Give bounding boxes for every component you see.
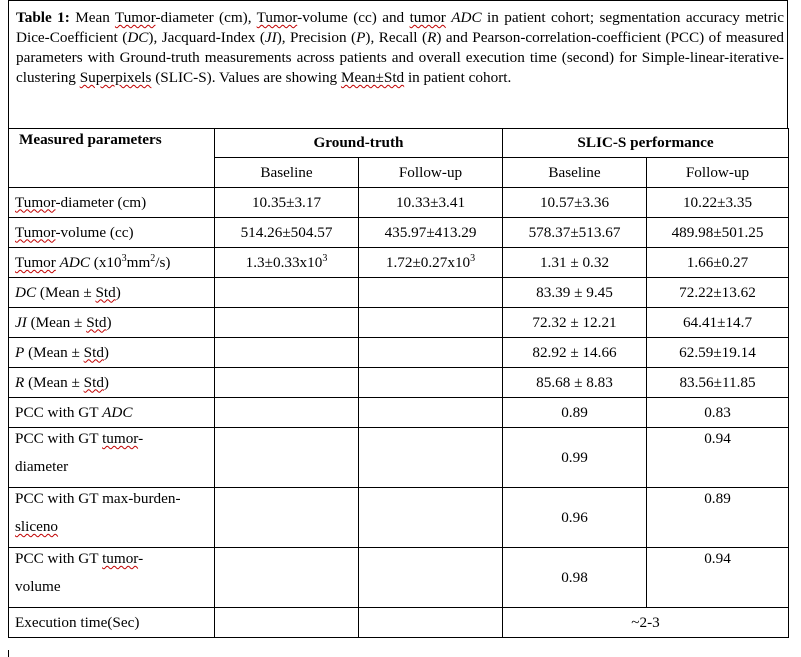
cell bbox=[359, 308, 503, 338]
cell: 72.32 ± 12.21 bbox=[503, 308, 647, 338]
cell: ~2-3 bbox=[503, 608, 789, 638]
cell bbox=[215, 398, 359, 428]
cell: 10.33±3.41 bbox=[359, 188, 503, 218]
caption-text: ) and Pearson-correlation-coefficient (PCC) of measured parameters with Ground-truth measurements across patients and overall execution time (second) for Simple-linear-iterative-clustering bbox=[16, 29, 785, 86]
caption-text: R bbox=[427, 29, 437, 46]
cell bbox=[215, 368, 359, 398]
caption-text: in patient cohort. bbox=[404, 69, 512, 86]
cell bbox=[215, 338, 359, 368]
cell: 72.22±13.62 bbox=[647, 278, 789, 308]
cell: 514.26±504.57 bbox=[215, 218, 359, 248]
table-row bbox=[9, 488, 789, 548]
table-row bbox=[9, 428, 789, 488]
caption-label: Table 1: bbox=[16, 9, 70, 26]
col-group-ground-truth: Ground-truth bbox=[215, 129, 503, 158]
subheader-slic-followup: Follow-up bbox=[647, 158, 789, 188]
table-header-row bbox=[9, 129, 789, 158]
cell: 0.89 bbox=[503, 398, 647, 428]
row-label: DC (Mean ± Std) bbox=[9, 278, 215, 308]
row-label: PCC with GT ADC bbox=[9, 398, 215, 428]
cell: 83.39 ± 9.45 bbox=[503, 278, 647, 308]
table-row bbox=[9, 278, 789, 308]
caption-text: tumor bbox=[409, 9, 446, 26]
text-cursor bbox=[8, 650, 9, 657]
caption-text: ), Jacquard-Index ( bbox=[148, 29, 265, 46]
row-label: R (Mean ± Std) bbox=[9, 368, 215, 398]
col-group-slic-s: SLIC-S performance bbox=[503, 129, 789, 158]
cell: 10.57±3.36 bbox=[503, 188, 647, 218]
cell bbox=[359, 608, 503, 638]
cell: 64.41±14.7 bbox=[647, 308, 789, 338]
subheader-slic-baseline: Baseline bbox=[503, 158, 647, 188]
caption-text: ), Recall ( bbox=[365, 29, 428, 46]
table-row bbox=[9, 218, 789, 248]
cell: 435.97±413.29 bbox=[359, 218, 503, 248]
caption-text: in patient cohort; segmentation accuracy metric Dice-Coefficient ( bbox=[16, 9, 785, 46]
cell bbox=[359, 278, 503, 308]
table-row bbox=[9, 308, 789, 338]
cell: 0.99 bbox=[503, 428, 647, 488]
cell: 85.68 ± 8.83 bbox=[503, 368, 647, 398]
caption-text: (SLIC-S). Values are showing bbox=[151, 69, 341, 86]
cell bbox=[215, 488, 359, 548]
cell: $1.3\pm 0.33x10^3$ bbox=[215, 248, 359, 278]
caption-text: Mean±Std bbox=[340, 69, 405, 86]
row-label: JI (Mean ± Std) bbox=[9, 308, 215, 338]
cell: 82.92 ± 14.66 bbox=[503, 338, 647, 368]
caption-text: Superpixels bbox=[79, 69, 152, 86]
table-row bbox=[9, 248, 789, 278]
results-table bbox=[8, 128, 789, 638]
row-label: Tumor-diameter (cm) bbox=[9, 188, 215, 218]
cell bbox=[215, 278, 359, 308]
cell bbox=[215, 548, 359, 608]
cell bbox=[359, 398, 503, 428]
cell: $1.72\pm 0.27x10^3$ bbox=[359, 248, 503, 278]
subheader-gt-baseline: Baseline bbox=[215, 158, 359, 188]
cell: 1.66±0.27 bbox=[647, 248, 789, 278]
table-row bbox=[9, 338, 789, 368]
table-row bbox=[9, 398, 789, 428]
caption-text: ADC bbox=[451, 9, 482, 26]
row-label: PCC with GT max-burden- sliceno bbox=[9, 488, 215, 548]
cell: 1.31 ± 0.32 bbox=[503, 248, 647, 278]
table-row bbox=[9, 368, 789, 398]
cell: 10.22±3.35 bbox=[647, 188, 789, 218]
row-label: Tumor-volume (cc) bbox=[9, 218, 215, 248]
cell: 83.56±11.85 bbox=[647, 368, 789, 398]
caption-text: DC bbox=[127, 29, 149, 46]
subheader-gt-followup: Follow-up bbox=[359, 158, 503, 188]
cell bbox=[359, 548, 503, 608]
row-label: P (Mean ± Std) bbox=[9, 338, 215, 368]
cell: 62.59±19.14 bbox=[647, 338, 789, 368]
table-caption bbox=[16, 8, 784, 88]
cell bbox=[359, 488, 503, 548]
cell bbox=[359, 368, 503, 398]
cell bbox=[359, 338, 503, 368]
caption-text: -diameter (cm), bbox=[155, 9, 257, 26]
caption-text: P bbox=[356, 29, 366, 46]
caption-text: ), Precision ( bbox=[276, 29, 357, 46]
cell bbox=[215, 308, 359, 338]
caption-text: -volume (cc) and bbox=[297, 9, 410, 26]
row-label: PCC with GT tumor- diameter bbox=[9, 428, 215, 488]
cell: 0.96 bbox=[503, 488, 647, 548]
row-label: PCC with GT tumor- volume bbox=[9, 548, 215, 608]
table-row bbox=[9, 548, 789, 608]
cell bbox=[215, 608, 359, 638]
cell: 0.98 bbox=[503, 548, 647, 608]
row-label: Execution time(Sec) bbox=[9, 608, 215, 638]
table-row bbox=[9, 188, 789, 218]
cell bbox=[359, 428, 503, 488]
cell bbox=[215, 428, 359, 488]
cell: 10.35±3.17 bbox=[215, 188, 359, 218]
cell: 578.37±513.67 bbox=[503, 218, 647, 248]
cell: 0.89 bbox=[647, 488, 789, 548]
table-row bbox=[9, 608, 789, 638]
caption-text: Mean bbox=[69, 9, 115, 26]
caption-text: Tumor bbox=[114, 9, 156, 26]
col-header-measured-parameters: Measured parameters bbox=[9, 129, 215, 188]
cell: 0.94 bbox=[647, 428, 789, 488]
caption-text: Tumor bbox=[256, 9, 298, 26]
row-label: Tumor ADC $(x10^3mm^2/s)$ bbox=[9, 248, 215, 278]
cell: 0.83 bbox=[647, 398, 789, 428]
cell: 0.94 bbox=[647, 548, 789, 608]
cell: 489.98±501.25 bbox=[647, 218, 789, 248]
caption-text: JI bbox=[264, 29, 277, 46]
